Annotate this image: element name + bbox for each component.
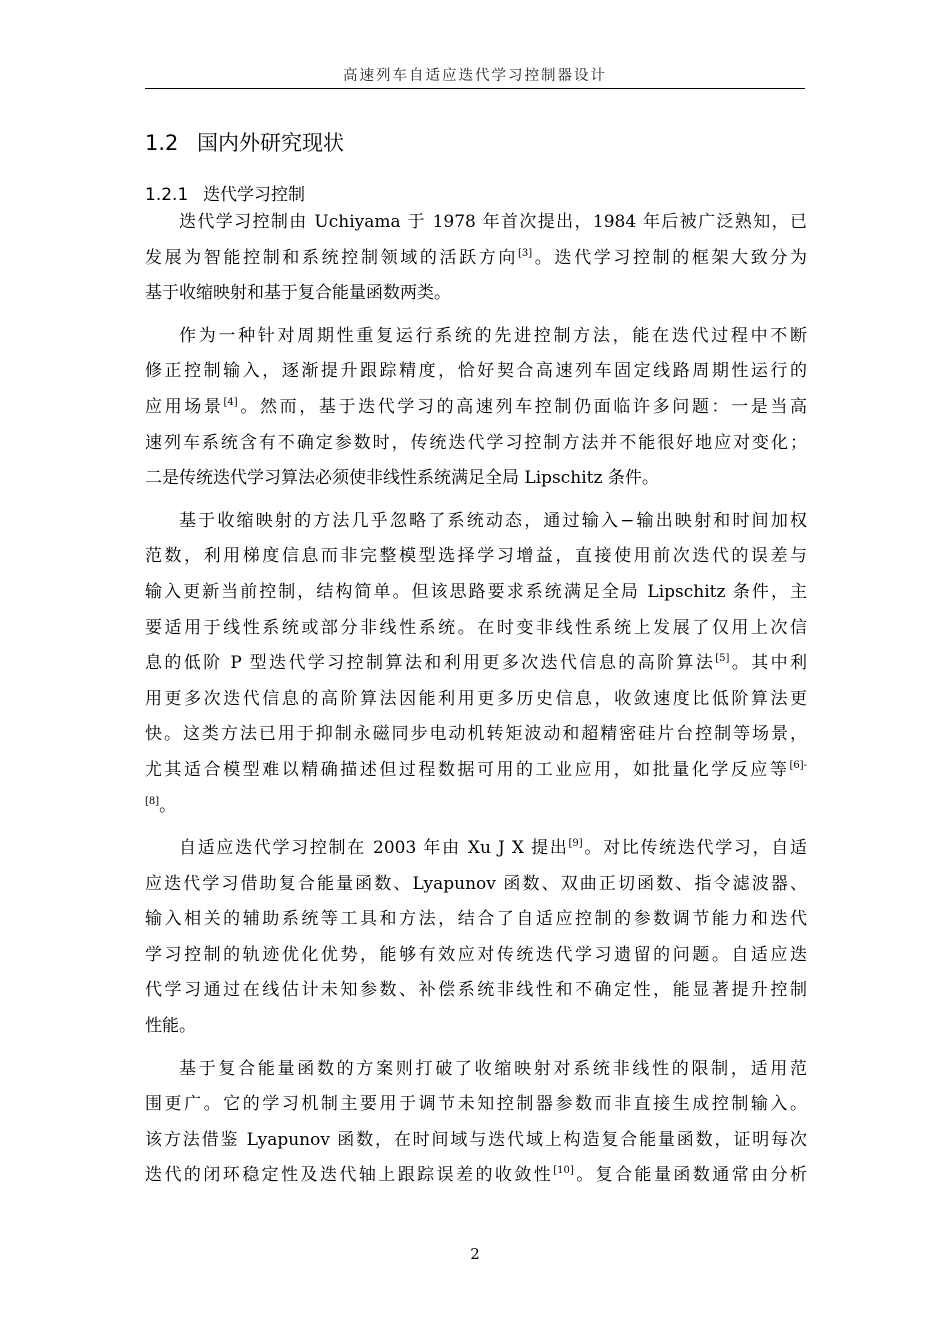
paragraph [145,1052,807,1194]
citation-marker: [4] [223,396,238,408]
line-text: 息的低阶 P 型迭代学习控制算法和利用更多次迭代信息的高阶算法 [145,653,716,674]
paragraph-line [145,504,807,540]
paragraph-line [145,276,807,312]
subsection-title: 迭代学习控制 [203,185,305,205]
line-text: 基于复合能量函数的方案则打破了收缩映射对系统非线性的限制，适用范 [179,1058,807,1079]
line-text: 迭代学习控制由 Uchiyama 于 1978 年首次提出，1984 年后被广泛熟知，已 [179,212,807,232]
section-title: 国内外研究现状 [197,131,344,155]
line-text: 作为一种针对周期性重复运行系统的先进控制方法，能在迭代过程中不断 [179,325,807,346]
line-text: 快。这类方法已用于抑制永磁同步电动机转矩波动和超精密硅片台控制等场景， [145,724,807,745]
line-text-after-citation: 。 [159,795,177,816]
line-text: 速列车系统含有不确定参数时，传统迭代学习控制方法并不能很好地应对变化； [145,432,807,453]
paragraph-line [145,867,807,903]
section-number: 1.2 [145,131,179,155]
line-text: 自适应迭代学习控制在 2003 年由 Xu J X 提出 [179,838,569,859]
paragraph [145,319,807,497]
line-text-after-citation: 。其中利 [729,653,808,674]
line-text: 应用场景 [145,396,224,417]
paragraph-line [145,461,807,497]
line-text: 该方法借鉴 Lyapunov 函数，在时间域与迭代域上构造复合能量函数，证明每次 [145,1129,807,1150]
paragraph-line [145,682,807,718]
subsection-heading [145,180,305,205]
line-text: 范数，利用梯度信息而非完整模型选择学习增益，直接使用前次迭代的误差与 [145,546,807,567]
paragraph-line [145,1009,807,1045]
line-text: 输入相关的辅助系统等工具和方法，结合了自适应控制的参数调节能力和迭代 [145,909,807,930]
line-text: 应迭代学习借助复合能量函数、Lyapunov 函数、双曲正切函数、指令滤波器、 [145,873,807,894]
paragraph-gap [145,497,807,504]
paragraph-line [145,973,807,1009]
paragraph-line [145,789,807,825]
line-text: 围更广。它的学习机制主要用于调节未知控制器参数而非直接生成控制输入。 [145,1094,807,1115]
line-text: 发展为智能控制和系统控制领域的活跃方向 [145,247,518,268]
section-heading [145,127,344,157]
line-text: 代学习通过在线估计未知参数、补偿系统非线性和不确定性，能显著提升控制 [145,980,807,1001]
citation-marker: [10] [553,1165,574,1177]
line-text: 基于收缩映射的方法几乎忽略了系统动态，通过输入−输出映射和时间加权 [179,510,807,531]
paragraph-line [145,390,807,426]
line-text: 用更多次迭代信息的高阶算法因能利用更多历史信息，收敛速度比低阶算法更 [145,688,807,709]
paragraph [145,831,807,1045]
paragraph-line [145,611,807,647]
paragraph-line [145,938,807,974]
citation-marker: [5] [715,653,730,665]
paragraph-line [145,539,807,575]
line-text: 尤其适合模型难以精确描述但过程数据可用的工业应用，如批量化学反应等 [145,759,790,780]
page-number: 2 [470,1245,480,1263]
paragraph-line [145,753,807,789]
paragraph-line [145,1158,807,1194]
citation-marker: [3] [518,247,533,259]
header-rule [145,88,805,89]
line-text: 基于收缩映射和基于复合能量函数两类。 [145,283,451,304]
paragraph-line [145,902,807,938]
citation-marker: [8] [145,795,160,807]
line-text: 输入更新当前控制，结构简单。但该思路要求系统满足全局 Lipschitz 条件，主 [145,581,807,602]
line-text: 迭代的闭环稳定性及迭代轴上跟踪误差的收敛性 [145,1165,554,1186]
body-text [145,205,807,1194]
line-text: 性能。 [145,1016,196,1037]
running-header: 高速列车自适应迭代学习控制器设计 [343,68,607,84]
paragraph-line [145,354,807,390]
paragraph-line [145,426,807,462]
paragraph [145,504,807,824]
paragraph-gap [145,312,807,319]
line-text-after-citation: 。复合能量函数通常由分析 [573,1165,808,1186]
citation-marker: [6]- [789,759,807,771]
line-text-after-citation: 。对比传统迭代学习，自适 [582,838,808,859]
paragraph-line [145,241,807,277]
paragraph-gap [145,1045,807,1052]
paragraph-line [145,831,807,867]
subsection-number: 1.2.1 [145,185,189,205]
paragraph-line [145,575,807,611]
paragraph-line [145,1087,807,1123]
paragraph-line [145,646,807,682]
paragraph-line [145,205,807,241]
paragraph-line [145,1052,807,1088]
line-text: 修正控制输入，逐渐提升跟踪精度，恰好契合高速列车固定线路周期性运行的 [145,361,807,382]
line-text-after-citation: 。迭代学习控制的框架大致分为 [532,247,808,268]
paragraph-line [145,1123,807,1159]
line-text: 学习控制的轨迹优化优势，能够有效应对传统迭代学习遗留的问题。自适应迭 [145,944,807,965]
line-text: 要适用于线性系统或部分非线性系统。在时变非线性系统上发展了仅用上次信 [145,617,807,638]
line-text: 二是传统迭代学习算法必须使非线性系统满足全局 Lipschitz 条件。 [145,468,659,489]
paragraph [145,205,807,312]
citation-marker: [9] [568,838,583,850]
paragraph-line [145,717,807,753]
paragraph-gap [145,824,807,831]
line-text-after-citation: 。然而，基于迭代学习的高速列车控制仍面临许多问题：一是当高 [237,396,808,417]
paragraph-line [145,319,807,355]
